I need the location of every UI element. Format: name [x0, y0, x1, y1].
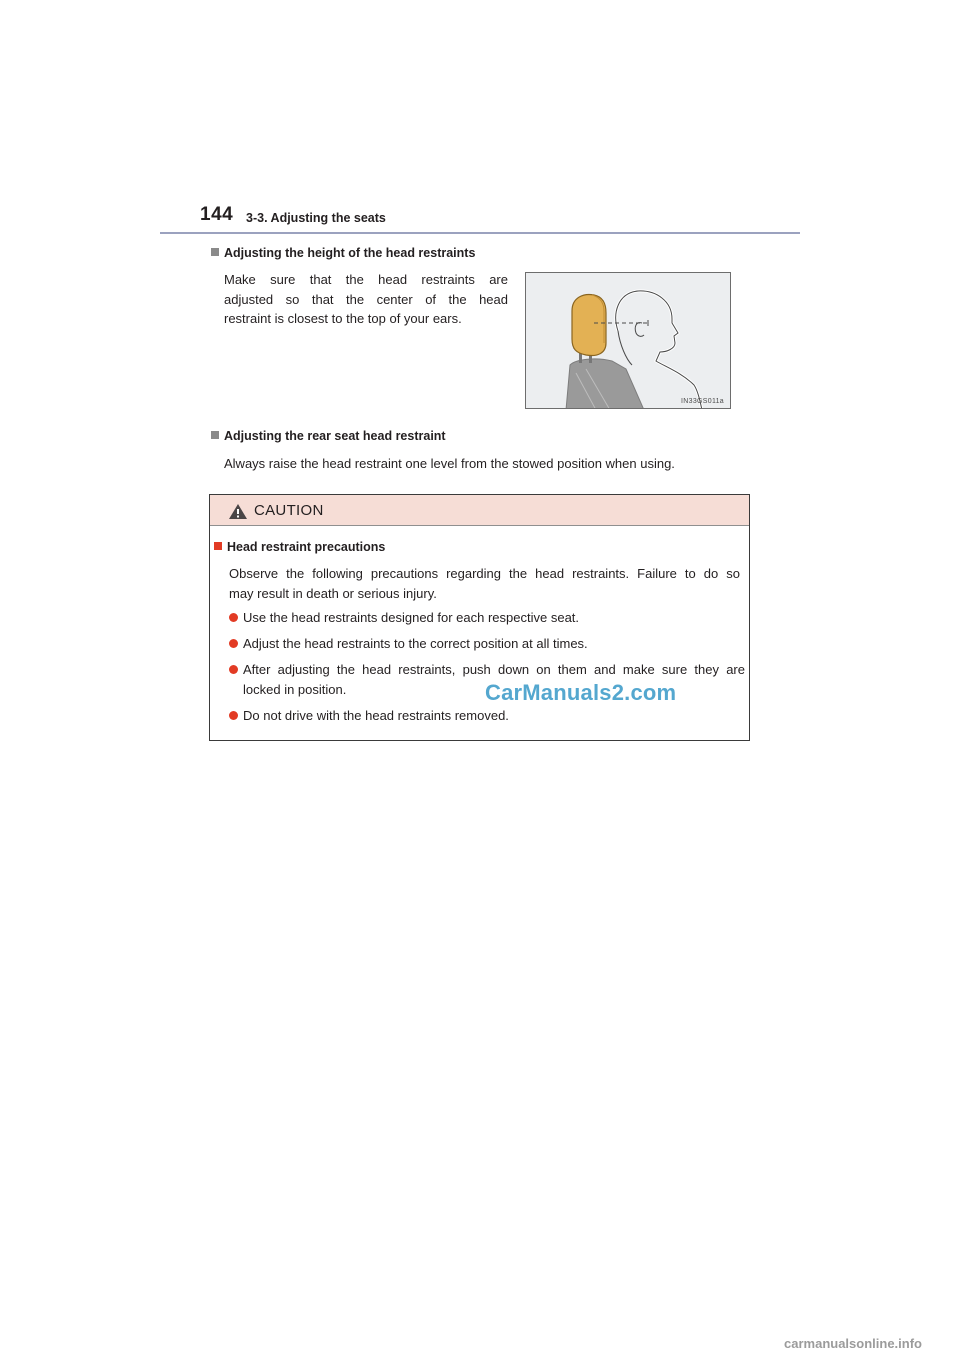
head-restraint-diagram-svg: [526, 273, 731, 409]
head-restraint-illustration: [525, 272, 731, 409]
caution-heading: [214, 540, 385, 554]
bullet-dot-icon: [229, 711, 238, 720]
head-restraint-height-paragraph: [224, 270, 508, 329]
caution-bullet: [229, 634, 745, 654]
bullet-text: Use the head restraints designed for each respective seat.: [243, 610, 580, 625]
warning-triangle-icon: [228, 503, 248, 520]
caution-bullet: [229, 706, 745, 726]
heading-rear-seat-head-restraint: [211, 429, 446, 443]
figure-code: IN33GS011a: [681, 398, 724, 405]
bullet-dot-icon: [229, 613, 238, 622]
watermark-carmanuals2: CarManuals2.com: [485, 680, 677, 705]
bullet-text: After adjusting the head restraints, push down on them and make sure they are: [243, 662, 745, 677]
rear-seat-paragraph: Always raise the head restraint one level from the stowed position when using.: [224, 456, 675, 471]
square-bullet-icon: [214, 542, 222, 550]
heading-text: Adjusting the height of the head restraints: [224, 246, 476, 260]
page-number: 144: [200, 204, 234, 225]
caution-bullet: [229, 608, 745, 628]
caution-intro-line: Observe the following precautions regarding the head restraints. Failure to do so: [229, 566, 740, 581]
bullet-text-continued: locked in position.: [243, 682, 347, 697]
bullet-dot-icon: [229, 665, 238, 674]
heading-text: Adjusting the rear seat head restraint: [224, 429, 446, 443]
paragraph-line: adjusted so that the center of the head: [224, 291, 508, 307]
paragraph-line: Make sure that the head restraints are: [224, 272, 508, 287]
square-bullet-icon: [211, 431, 219, 439]
bullet-line-wrapper: [229, 660, 745, 680]
caution-title: CAUTION: [254, 502, 324, 519]
caution-intro: [229, 564, 740, 603]
caution-intro-line: may result in death or serious injury.: [229, 585, 437, 601]
section-title: 3-3. Adjusting the seats: [246, 211, 386, 225]
paragraph-line: restraint is closest to the top of your ears.: [224, 311, 462, 326]
caution-header: [210, 495, 749, 526]
header-divider: [160, 232, 800, 234]
bullet-text: Do not drive with the head restraints removed.: [243, 708, 509, 723]
bullet-text: Adjust the head restraints to the correct position at all times.: [243, 636, 588, 651]
watermark-carmanualsonline: carmanualsonline.info: [784, 1336, 922, 1351]
caution-heading-text: Head restraint precautions: [227, 540, 386, 554]
bullet-dot-icon: [229, 639, 238, 648]
square-bullet-icon: [211, 248, 219, 256]
heading-head-restraint-height: [211, 246, 475, 260]
